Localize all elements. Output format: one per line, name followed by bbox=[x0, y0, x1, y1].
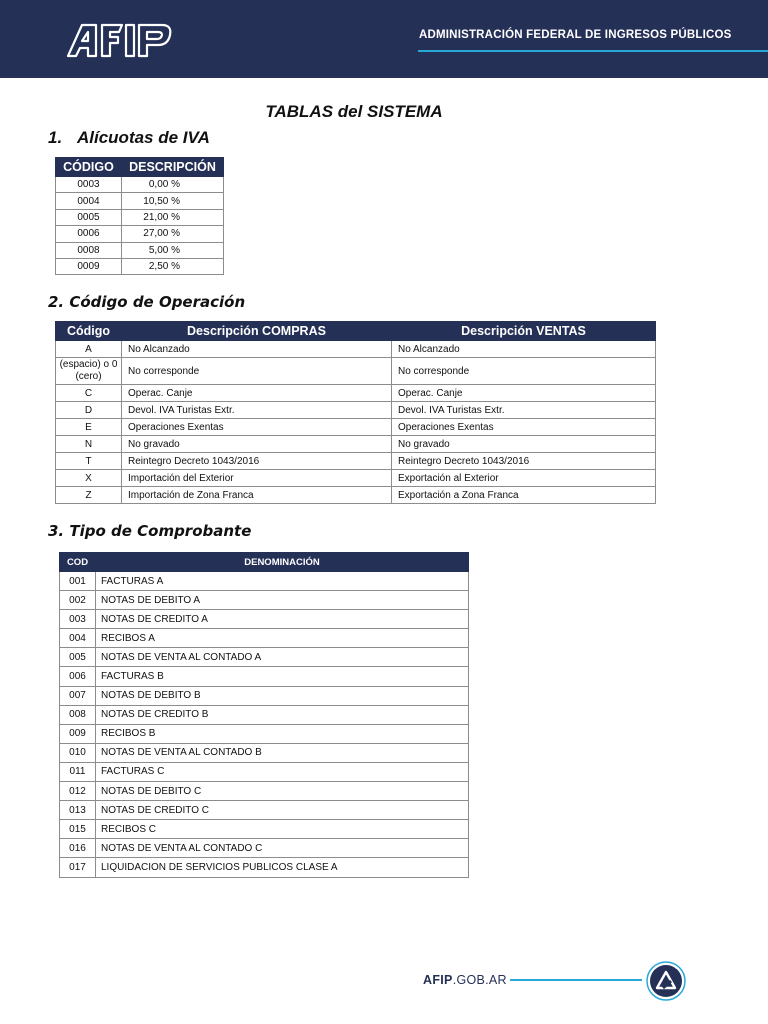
footer-accent-line bbox=[510, 979, 642, 981]
table-cell: 015 bbox=[60, 820, 96, 839]
table-cell: Operaciones Exentas bbox=[392, 419, 656, 436]
table-cell: C bbox=[56, 385, 122, 402]
table-cell: A bbox=[56, 341, 122, 358]
table-row bbox=[56, 193, 224, 209]
table-header-row bbox=[56, 158, 224, 177]
table-cell: 001 bbox=[60, 572, 96, 591]
table-cell: 0008 bbox=[56, 242, 122, 258]
table-cell: 004 bbox=[60, 629, 96, 648]
table-cell: 007 bbox=[60, 686, 96, 705]
table-row bbox=[56, 470, 656, 487]
table-row bbox=[60, 648, 469, 667]
table-cell: Devol. IVA Turistas Extr. bbox=[392, 402, 656, 419]
table-row bbox=[60, 572, 469, 591]
table-row bbox=[56, 453, 656, 470]
table-row bbox=[60, 820, 469, 839]
table-row bbox=[60, 667, 469, 686]
table-cell: NOTAS DE DEBITO C bbox=[96, 782, 469, 801]
table-cell: FACTURAS A bbox=[96, 572, 469, 591]
table-row bbox=[56, 242, 224, 258]
table-row bbox=[56, 385, 656, 402]
page-header bbox=[0, 0, 768, 78]
column-header: DENOMINACIÓN bbox=[96, 553, 469, 572]
table-cell: (espacio) o 0 (cero) bbox=[56, 358, 122, 385]
table-cell: NOTAS DE CREDITO A bbox=[96, 610, 469, 629]
table-row bbox=[60, 839, 469, 858]
table-cell: No Alcanzado bbox=[392, 341, 656, 358]
table-cell: D bbox=[56, 402, 122, 419]
table-cell: NOTAS DE DEBITO B bbox=[96, 686, 469, 705]
table-cell: NOTAS DE VENTA AL CONTADO C bbox=[96, 839, 469, 858]
table-row bbox=[60, 762, 469, 781]
table-cell: FACTURAS C bbox=[96, 762, 469, 781]
footer-site-rest: .GOB.AR bbox=[452, 973, 507, 987]
afip-logo bbox=[66, 22, 174, 58]
table-row bbox=[60, 724, 469, 743]
table-cell: 21,00 % bbox=[122, 209, 224, 225]
table-cell: No gravado bbox=[122, 436, 392, 453]
table-cell: NOTAS DE DEBITO A bbox=[96, 591, 469, 610]
table-cell: Importación de Zona Franca bbox=[122, 487, 392, 504]
table-cell: 013 bbox=[60, 801, 96, 820]
column-header: DESCRIPCIÓN bbox=[122, 158, 224, 177]
table-row bbox=[60, 801, 469, 820]
table-cell: No Alcanzado bbox=[122, 341, 392, 358]
table-row bbox=[56, 209, 224, 225]
table-row bbox=[56, 436, 656, 453]
operation-code-table bbox=[55, 321, 656, 504]
table-cell: Reintegro Decreto 1043/2016 bbox=[122, 453, 392, 470]
table-cell: 010 bbox=[60, 743, 96, 762]
section1-heading bbox=[48, 128, 210, 148]
table-cell: LIQUIDACION DE SERVICIOS PUBLICOS CLASE A bbox=[96, 858, 469, 877]
table-cell: Devol. IVA Turistas Extr. bbox=[122, 402, 392, 419]
table-cell: 002 bbox=[60, 591, 96, 610]
table-row bbox=[56, 419, 656, 436]
table-row bbox=[60, 743, 469, 762]
table-row bbox=[56, 402, 656, 419]
column-header: CÓDIGO bbox=[56, 158, 122, 177]
table-row bbox=[56, 487, 656, 504]
table-cell: N bbox=[56, 436, 122, 453]
section1-title: Alícuotas de IVA bbox=[77, 128, 210, 147]
table-cell: Reintegro Decreto 1043/2016 bbox=[392, 453, 656, 470]
table-cell: RECIBOS B bbox=[96, 724, 469, 743]
table-cell: 009 bbox=[60, 724, 96, 743]
table-cell: 5,00 % bbox=[122, 242, 224, 258]
table-cell: 2,50 % bbox=[122, 258, 224, 274]
table-cell: 0004 bbox=[56, 193, 122, 209]
iva-rates-table bbox=[55, 157, 224, 275]
table-cell: NOTAS DE VENTA AL CONTADO A bbox=[96, 648, 469, 667]
column-header: Descripción COMPRAS bbox=[122, 322, 392, 341]
voucher-type-table bbox=[59, 552, 469, 878]
table-cell: Exportación a Zona Franca bbox=[392, 487, 656, 504]
table-row bbox=[56, 177, 224, 193]
column-header: Descripción VENTAS bbox=[392, 322, 656, 341]
table-header-row bbox=[56, 322, 656, 341]
table-row bbox=[60, 610, 469, 629]
table-row bbox=[60, 591, 469, 610]
table-cell: Operaciones Exentas bbox=[122, 419, 392, 436]
table-row bbox=[56, 358, 656, 385]
table-cell: 008 bbox=[60, 705, 96, 724]
table-row bbox=[60, 858, 469, 877]
table-cell: E bbox=[56, 419, 122, 436]
table-cell: 0,00 % bbox=[122, 177, 224, 193]
table-cell: 012 bbox=[60, 782, 96, 801]
table-cell: X bbox=[56, 470, 122, 487]
table-cell: NOTAS DE CREDITO C bbox=[96, 801, 469, 820]
table-cell: RECIBOS A bbox=[96, 629, 469, 648]
table-cell: T bbox=[56, 453, 122, 470]
table-cell: 10,50 % bbox=[122, 193, 224, 209]
table-header-row bbox=[60, 553, 469, 572]
table-row bbox=[60, 705, 469, 724]
table-row bbox=[60, 629, 469, 648]
table-cell: 006 bbox=[60, 667, 96, 686]
table-cell: Exportación al Exterior bbox=[392, 470, 656, 487]
section1-number: 1. bbox=[48, 128, 63, 147]
column-header: COD bbox=[60, 553, 96, 572]
table-cell: NOTAS DE VENTA AL CONTADO B bbox=[96, 743, 469, 762]
section3-title: 3. Tipo de Comprobante bbox=[48, 522, 252, 540]
table-cell: Operac. Canje bbox=[122, 385, 392, 402]
column-header: Código bbox=[56, 322, 122, 341]
table-cell: 011 bbox=[60, 762, 96, 781]
table-cell: No corresponde bbox=[122, 358, 392, 385]
afip-seal-icon bbox=[646, 961, 686, 1001]
table-cell: 003 bbox=[60, 610, 96, 629]
table-cell: 0009 bbox=[56, 258, 122, 274]
table-cell: No corresponde bbox=[392, 358, 656, 385]
section2-title: 2. Código de Operación bbox=[48, 293, 246, 311]
table-cell: NOTAS DE CREDITO B bbox=[96, 705, 469, 724]
table-cell: 016 bbox=[60, 839, 96, 858]
table-cell: 0005 bbox=[56, 209, 122, 225]
table-cell: 27,00 % bbox=[122, 226, 224, 242]
footer-site-bold: AFIP bbox=[423, 973, 453, 987]
table-cell: FACTURAS B bbox=[96, 667, 469, 686]
table-row bbox=[60, 686, 469, 705]
footer-site-link[interactable] bbox=[423, 973, 507, 987]
header-agency-title: ADMINISTRACIÓN FEDERAL DE INGRESOS PÚBLICOS bbox=[419, 29, 732, 41]
header-accent-line bbox=[418, 50, 768, 52]
table-row bbox=[56, 258, 224, 274]
table-cell: 0003 bbox=[56, 177, 122, 193]
table-cell: 005 bbox=[60, 648, 96, 667]
table-cell: Z bbox=[56, 487, 122, 504]
table-cell: 0006 bbox=[56, 226, 122, 242]
table-cell: Operac. Canje bbox=[392, 385, 656, 402]
table-cell: 017 bbox=[60, 858, 96, 877]
table-cell: No gravado bbox=[392, 436, 656, 453]
table-row bbox=[56, 226, 224, 242]
table-cell: Importación del Exterior bbox=[122, 470, 392, 487]
table-row bbox=[56, 341, 656, 358]
document-title: TABLAS del SISTEMA bbox=[265, 102, 443, 121]
table-cell: RECIBOS C bbox=[96, 820, 469, 839]
table-row bbox=[60, 782, 469, 801]
